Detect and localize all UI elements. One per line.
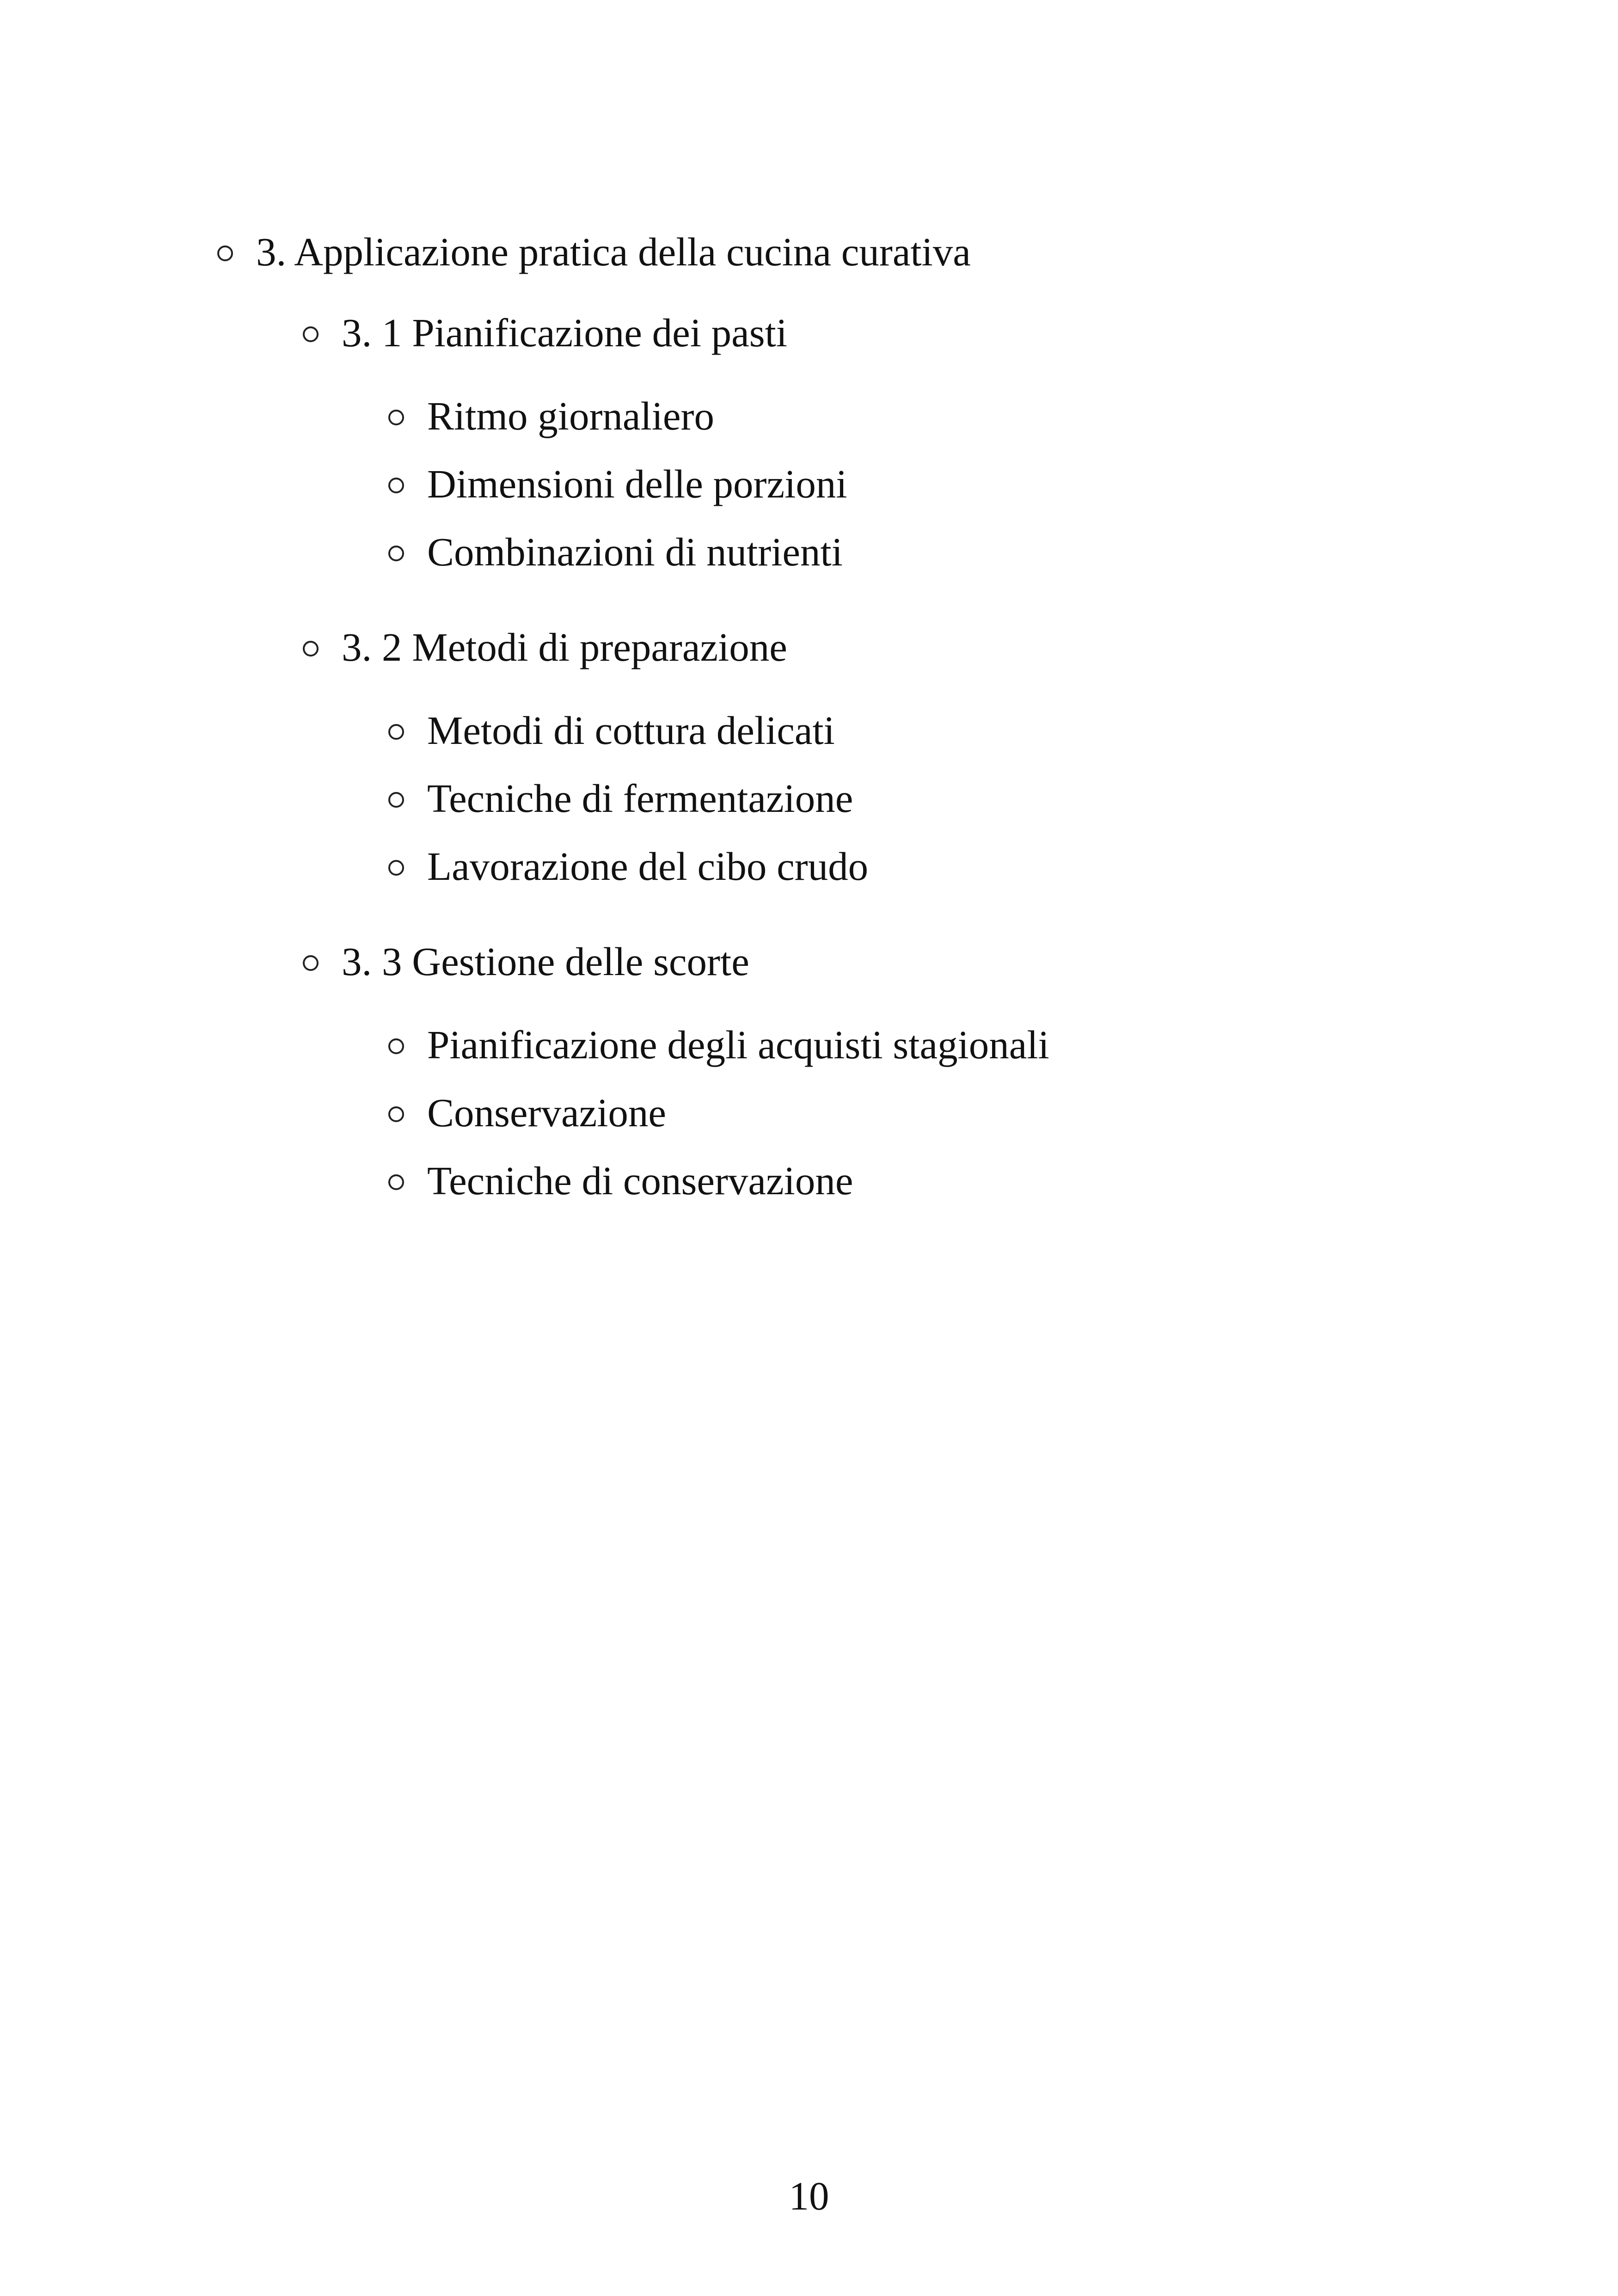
list-item <box>388 707 835 754</box>
outline-heading <box>217 229 971 275</box>
section-title-text: 3. 3 Gestione delle scorte <box>342 939 749 984</box>
hollow-circle-bullet-icon <box>303 641 319 657</box>
list-item-text: Tecniche di conservazione <box>427 1158 853 1203</box>
section-title <box>303 624 787 670</box>
hollow-circle-bullet-icon <box>303 326 319 342</box>
section-title-text: 3. 1 Pianificazione dei pasti <box>342 310 787 355</box>
hollow-circle-bullet-icon <box>303 955 319 971</box>
list-item-text: Lavorazione del cibo crudo <box>427 844 869 889</box>
list-item <box>388 775 853 822</box>
list-item <box>388 1158 853 1204</box>
section-title <box>303 939 749 985</box>
list-item <box>388 529 843 575</box>
list-item <box>388 1090 666 1136</box>
list-item <box>388 843 869 890</box>
list-item <box>388 393 714 439</box>
page-number: 10 <box>789 2173 829 2218</box>
hollow-circle-bullet-icon <box>217 246 233 261</box>
hollow-circle-bullet-icon <box>388 410 404 425</box>
list-item-text: Combinazioni di nutrienti <box>427 529 843 574</box>
section-title <box>303 310 787 356</box>
hollow-circle-bullet-icon <box>388 792 404 808</box>
list-item-text: Tecniche di fermentazione <box>427 776 853 821</box>
hollow-circle-bullet-icon <box>388 1106 404 1122</box>
list-item-text: Pianificazione degli acquisti stagionali <box>427 1022 1049 1067</box>
hollow-circle-bullet-icon <box>388 1174 404 1190</box>
hollow-circle-bullet-icon <box>388 478 404 493</box>
hollow-circle-bullet-icon <box>388 724 404 740</box>
hollow-circle-bullet-icon <box>388 546 404 561</box>
hollow-circle-bullet-icon <box>388 1038 404 1054</box>
list-item <box>388 461 847 507</box>
outline-heading-text: 3. Applicazione pratica della cucina curativa <box>256 229 971 274</box>
hollow-circle-bullet-icon <box>388 860 404 876</box>
list-item-text: Conservazione <box>427 1090 666 1135</box>
list-item <box>388 1022 1049 1068</box>
list-item-text: Dimensioni delle porzioni <box>427 461 847 506</box>
section-title-text: 3. 2 Metodi di preparazione <box>342 625 787 669</box>
list-item-text: Ritmo giornaliero <box>427 393 714 438</box>
list-item-text: Metodi di cottura delicati <box>427 708 835 753</box>
